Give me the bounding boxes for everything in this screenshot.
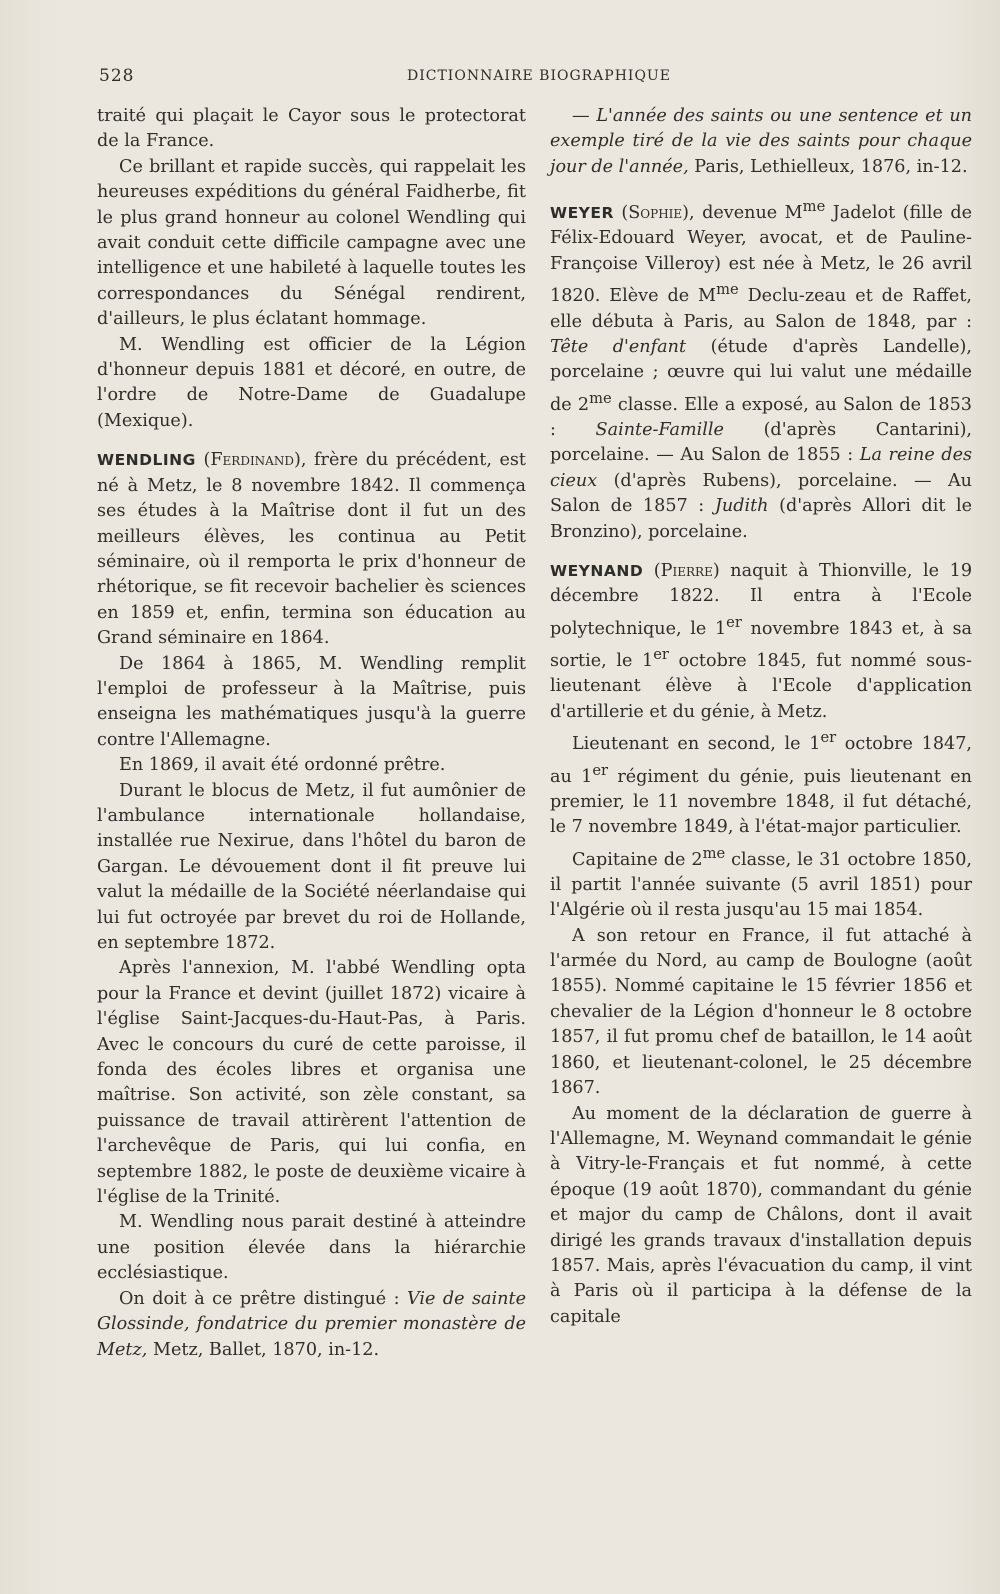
superscript: er [726, 613, 742, 631]
paragraph-text: classe, le 31 octobre 1850, il partit l'année suivante (5 avril 1851) pour l'Algérie où il resta jusqu'au 15 mai 1854. [550, 849, 973, 921]
paragraph: A son retour en France, il fut attaché à l'armée du Nord, au camp de Boulogne (août 1855). Nommé capitaine le 15 février 1856 et chevalier de la Légion d'honneur le 8 octobre 1857, il fut promu chef de bataillon, le 14 août 1860, et lieutenant-colonel, le 25 décembre 1867. [550, 925, 972, 1099]
work-title: Vie de sainte Glossinde, fondatrice du premier monastère de Metz, [97, 1288, 526, 1360]
superscript: er [653, 646, 669, 664]
work-title: Sainte-Famille [595, 420, 724, 441]
paragraph-text: octobre 1847, au 1 [550, 734, 972, 787]
entry-text: (d'après Rubens), porcelaine. — Au Salon de 1857 : [550, 470, 973, 517]
superscript: er [820, 729, 837, 747]
entry-text: octobre 1845, fut nommé sous-lieutenant élève à l'Ecole d'application d'artillerie et du génie, à Metz. [550, 651, 972, 722]
work-title: Tête d'enfant [550, 336, 687, 357]
paragraph: traité qui plaçait le Cayor sous le protectorat de la France. [97, 106, 526, 152]
paragraph-text: régiment du génie, puis lieutenant en premier, le 11 novembre 1848, il fut détaché, le 7 novembre 1849, à l'état-major particulier. [550, 766, 972, 838]
paragraph: De 1864 à 1865, M. Wendling remplit l'emploi de professeur à la Maîtrise, puis enseigna les mathématiques jusqu'à la guerre contre l'Allemagne. [97, 653, 526, 750]
superscript: me [589, 389, 612, 407]
superscript: me [716, 281, 739, 299]
work-publication: Paris, Lethielleux, 1876, in-12. [694, 156, 968, 177]
entry-text: naquit à Thionville, le 19 décembre 1822. Il entra à l'Ecole polytechnique, le 1 [550, 561, 973, 639]
entry-text: Jadelot (fille de Félix-Edouard Weyer, avocat, et de Pauline-Françoise Villeroy) est née à Metz, le 26 avril 1820. Elève de M [550, 203, 973, 307]
entry-given-name: (Sophie), [621, 203, 695, 224]
entry-given-name: (Pierre) [653, 561, 720, 582]
paragraph: M. Wendling nous parait destiné à atteindre une position élevée dans la hiérarchie ecclésiastique. [97, 1212, 526, 1284]
entry-headword: WEYER [550, 204, 614, 223]
paragraph-text: Lieutenant en second, le 1 [572, 734, 821, 755]
paragraph: M. Wendling est officier de la Légion d'honneur depuis 1881 et décoré, en outre, de l'ordre de Notre-Dame de Guadalupe (Mexique). [97, 334, 526, 431]
entry-text: novembre 1843 et, à sa sortie, le 1 [550, 618, 972, 672]
page-number: 528 [99, 66, 135, 86]
works-paragraph [550, 104, 972, 180]
entry-weynand-pierre [550, 559, 972, 725]
running-title: DICTIONNAIRE BIOGRAPHIQUE [407, 68, 671, 84]
entry-text: devenue M [702, 203, 803, 224]
superscript: er [592, 761, 609, 779]
entry-text: (d'après Allori dit le Bronzino), porcelaine. [550, 496, 973, 542]
work-title: Judith [714, 496, 769, 517]
paragraph: Au moment de la déclaration de guerre à l'Allemagne, M. Weynand commandait le génie à Vitry-le-Français et fut nommé, à cette époque (19 août 1870), commandant du génie et major du camp de Châlons, dont il avait dirigé les grands travaux d'installation depuis 1857. Mais, après l'évacuation du camp, il vint à Paris où il participa à la défense de la capitale [550, 1103, 972, 1327]
paragraph: Ce brillant et rapide succès, qui rappelait les heureuses expéditions du général Faidherbe, fit le plus grand honneur au colonel Wendling qui avait conduit cette difficile campagne avec une intelligence et une habileté à laquelle toutes les correspondances du Sénégal rendirent, d'ailleurs, le plus éclatant hommage. [97, 156, 526, 330]
entry-headword: WENDLING [97, 451, 196, 470]
works-paragraph [97, 1287, 526, 1363]
page-header [0, 66, 1000, 90]
work-publication: Metz, Ballet, 1870, in-12. [152, 1339, 380, 1360]
works-lead: On doit à ce prêtre distingué : [119, 1288, 400, 1309]
entry-weyer-sophie [550, 194, 972, 545]
right-column [550, 104, 972, 1330]
entry-text: (étude d'après Landelle), porcelaine ; œuvre qui lui valut une médaille de 2 [550, 336, 972, 415]
entry-text: Declu-zeau et de Raffet, elle débuta à Paris, au Salon de 1848, par : [550, 286, 972, 332]
paragraph [550, 841, 972, 924]
paragraph: En 1869, il avait été ordonné prêtre. [119, 755, 446, 776]
entry-text: (d'après Cantarini), porcelaine. — Au Salon de 1855 : [550, 420, 973, 466]
superscript: me [702, 844, 726, 862]
work-title: La reine des cieux [550, 445, 973, 491]
work-title: L'année des saints ou une sentence et un exemple tiré de la vie des saints pour chaque jour de l'année, [550, 106, 973, 177]
paragraph-text: Capitaine de 2 [572, 849, 703, 870]
paragraph: Après l'annexion, M. l'abbé Wendling opta pour la France et devint (juillet 1872) vicaire à l'église Saint-Jacques-du-Haut-Pas, à Paris. Avec le concours du curé de cette paroisse, il fonda des écoles libres et organisa une maîtrise. Son activité, son zèle constant, sa puissance de travail attirèrent l'attention de l'archevêque de Paris, qui lui confia, en septembre 1882, le poste de deuxième vicaire à l'église de la Trinité. [97, 958, 526, 1208]
entry-wendling-ferdinand [97, 448, 526, 651]
left-column [97, 104, 526, 1363]
superscript: me [802, 198, 826, 216]
paragraph: Durant le blocus de Metz, il fut aumônier de l'ambulance internationale hollandaise, installée rue Nexirue, dans l'hôtel du baron de Gargan. Le dévouement dont il fit preuve lui valut la médaille de la Société néerlandaise qui lui fut octroyée par brevet du roi de Hollande, en septembre 1872. [97, 780, 526, 953]
entry-given-name: (Ferdinand), [203, 450, 307, 471]
paragraph [550, 725, 972, 840]
entry-text: frère du précédent, est né à Metz, le 8 novembre 1842. Il commença ses études à la Maîtrise dont il fut un des meilleurs élèves, les continua au Petit séminaire, où il remporta le prix d'honneur de rhétorique, se fit recevoir bachelier ès sciences en 1859 et, enfin, termina son éducation au Grand séminaire en 1864. [97, 450, 527, 649]
works-lead: — [572, 106, 590, 126]
entry-headword: WEYNAND [550, 562, 644, 581]
entry-text: classe. Elle a exposé, au Salon de 1853 : [550, 394, 973, 441]
